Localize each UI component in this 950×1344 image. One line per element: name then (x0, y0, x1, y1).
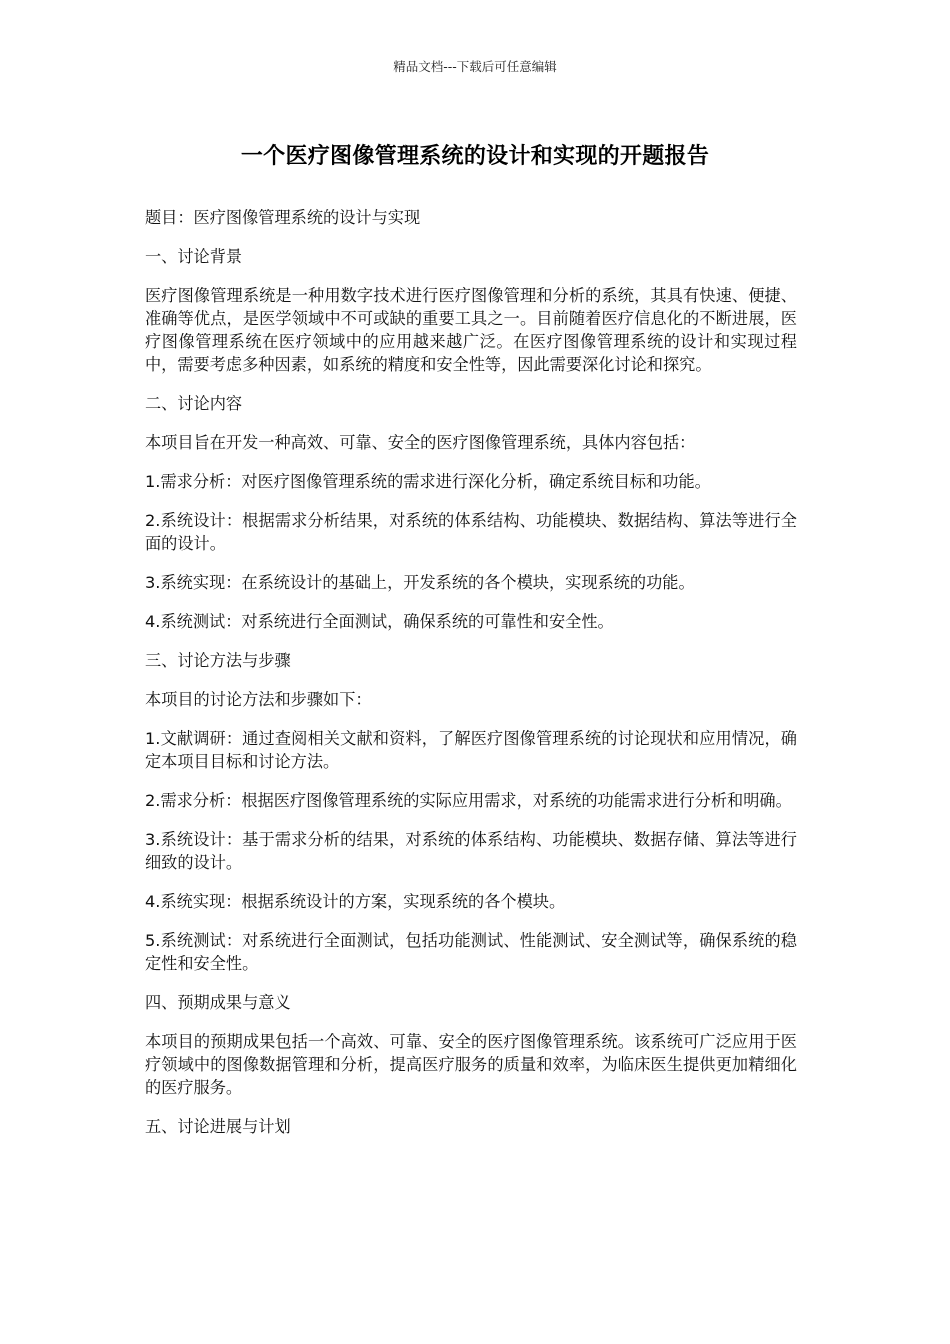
content-item-1: 1.需求分析：对医疗图像管理系统的需求进行深化分析，确定系统目标和功能。 (145, 472, 711, 491)
method-item-1: 1.文献调研：通过查阅相关文献和资料，了解医疗图像管理系统的讨论现状和应用情况，确定本项目目标和讨论方法。 (145, 729, 797, 771)
section-heading-content: 二、讨论内容 (145, 394, 243, 413)
section-heading-background: 一、讨论背景 (145, 247, 243, 266)
topic-line: 题目：医疗图像管理系统的设计与实现 (145, 208, 421, 227)
method-item-5: 5.系统测试：对系统进行全面测试，包括功能测试、性能测试、安全测试等，确保系统的稳定性和安全性。 (145, 931, 797, 973)
content-item-3: 3.系统实现：在系统设计的基础上，开发系统的各个模块，实现系统的功能。 (145, 573, 695, 592)
content-item-2: 2.系统设计：根据需求分析结果，对系统的体系结构、功能模块、数据结构、算法等进行全面的设计。 (145, 511, 797, 553)
content-item-4: 4.系统测试：对系统进行全面测试，确保系统的可靠性和安全性。 (145, 612, 614, 631)
document-title: 一个医疗图像管理系统的设计和实现的开题报告 (240, 144, 710, 169)
section-heading-method: 三、讨论方法与步骤 (145, 651, 291, 670)
method-item-3: 3.系统设计：基于需求分析的结果，对系统的体系结构、功能模块、数据存储、算法等进行细致的设计。 (145, 830, 797, 872)
method-item-4: 4.系统实现：根据系统设计的方案，实现系统的各个模块。 (145, 892, 566, 911)
section-heading-outcome: 四、预期成果与意义 (145, 993, 291, 1012)
method-item-2: 2.需求分析：根据医疗图像管理系统的实际应用需求，对系统的功能需求进行分析和明确。 (145, 791, 792, 810)
content-intro: 本项目旨在开发一种高效、可靠、安全的医疗图像管理系统，具体内容包括： (145, 433, 696, 452)
document-body (145, 206, 797, 1154)
section-heading-progress: 五、讨论进展与计划 (145, 1117, 291, 1136)
outcome-paragraph: 本项目的预期成果包括一个高效、可靠、安全的医疗图像管理系统。该系统可广泛应用于医疗领域中的图像数据管理和分析，提高医疗服务的质量和效率，为临床医生提供更加精细化的医疗服务。 (145, 1032, 797, 1097)
page-header: 精品文档---下载后可任意编辑 (393, 59, 557, 74)
background-paragraph: 医疗图像管理系统是一种用数字技术进行医疗图像管理和分析的系统，其具有快速、便捷、准确等优点，是医学领域中不可或缺的重要工具之一。目前随着医疗信息化的不断进展，医疗图像管理系统在医疗领域中的应用越来越广泛。在医疗图像管理系统的设计和实现过程中，需要考虑多种因素，如系统的精度和安全性等，因此需要深化讨论和探究。 (145, 286, 797, 374)
method-intro: 本项目的讨论方法和步骤如下： (145, 690, 372, 709)
